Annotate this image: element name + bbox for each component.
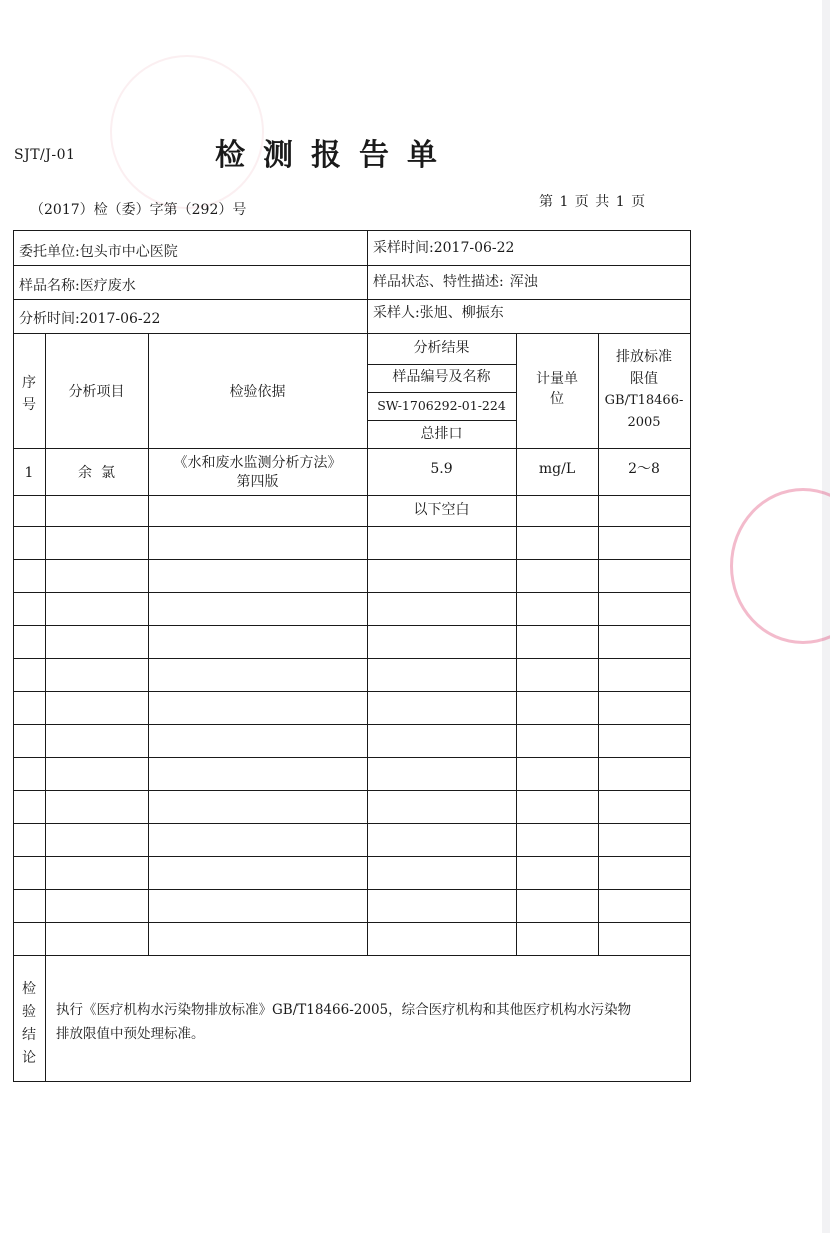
page-info: 第 1 页 共 1 页 xyxy=(539,194,647,210)
basis-line-1: 《水和废水监测分析方法》 xyxy=(173,455,342,471)
sample-state-value: 浑浊 xyxy=(509,274,538,290)
client-label: 委托单位: xyxy=(19,244,80,260)
row-basis xyxy=(148,454,367,492)
sample-point: 总排口 xyxy=(420,426,463,442)
sample-name-label: 样品名称: xyxy=(19,278,80,294)
conclusion-line-2: 排放限值中预处理标准。 xyxy=(56,1026,205,1042)
limit-header-line-4: 2005 xyxy=(627,415,661,430)
limit-header-line-1: 排放标准 xyxy=(616,349,672,365)
row-no: 1 xyxy=(24,465,34,481)
row-item: 余 氯 xyxy=(78,465,115,481)
sample-time-value: 2017-06-22 xyxy=(433,240,515,256)
limit-header-line-3: GB/T18466- xyxy=(604,393,684,408)
sampler-value: 张旭、柳振东 xyxy=(419,305,504,321)
sample-state-label: 样品状态、特性描述: xyxy=(373,274,504,290)
conclusion-line-1: 执行《医疗机构水污染物排放标准》GB/T18466-2005，综合医疗机构和其他医疗机构水污染物 xyxy=(56,1002,632,1018)
limit-header-line-2: 限值 xyxy=(630,371,658,387)
analysis-time-label: 分析时间: xyxy=(19,311,80,327)
col-result-header: 分析结果 xyxy=(413,340,470,356)
conclusion-text xyxy=(56,998,686,1046)
col-limit-header xyxy=(598,346,690,434)
official-seal-stamp xyxy=(730,488,830,644)
sample-time-label: 采样时间: xyxy=(373,240,434,256)
sample-name-value: 医疗废水 xyxy=(79,278,136,294)
sampler-label: 采样人: xyxy=(373,305,420,321)
col-basis-header: 检验依据 xyxy=(229,384,286,400)
report-number: （2017）检（委）字第（292）号 xyxy=(30,202,247,218)
client-value: 包头市中心医院 xyxy=(79,244,178,260)
col-unit-header: 计量单位 xyxy=(536,371,578,407)
col-no-header: 序号 xyxy=(22,375,36,413)
col-item-header: 分析项目 xyxy=(68,384,125,400)
row-unit: mg/L xyxy=(538,461,576,477)
blank-note: 以下空白 xyxy=(413,502,470,518)
analysis-time-value: 2017-06-22 xyxy=(79,311,161,327)
row-result: 5.9 xyxy=(430,461,453,477)
col-sample-id-header: 样品编号及名称 xyxy=(392,369,491,385)
basis-line-2: 第四版 xyxy=(236,474,279,490)
form-code: SJT/J-01 xyxy=(14,147,76,163)
row-limit: 2～8 xyxy=(628,461,660,477)
report-title: 检测报告单 xyxy=(215,138,455,173)
sample-id: SW-1706292-01-224 xyxy=(377,398,506,413)
conclusion-label: 检 验 结 论 xyxy=(22,981,36,1066)
